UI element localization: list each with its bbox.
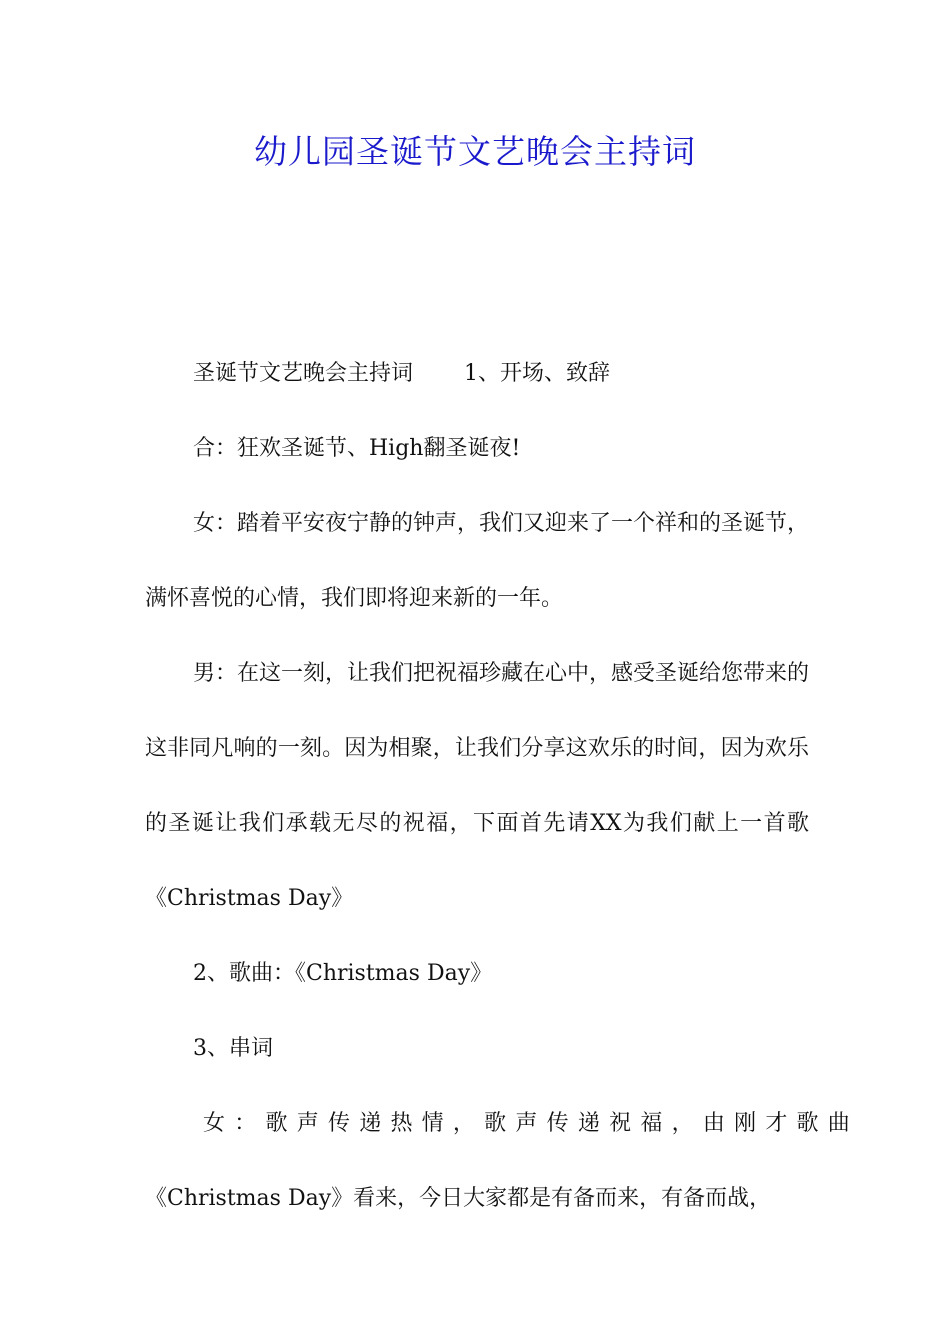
document-body <box>145 336 860 1236</box>
paragraph-female-2: 女：歌声传递热情，歌声传递祝福，由刚才歌曲 <box>203 1111 860 1136</box>
paragraph-male-1: 男：在这一刻，让我们把祝福珍藏在心中，感受圣诞给您带来的这非同凡响的一刻。因为相聚，让我们分享这欢乐的时间，因为欢乐的圣诞让我们承载无尽的祝福，下面首先请XX为我们献上一首歌《Christmas Day》 <box>145 661 810 911</box>
paragraph-opening-heading: 圣诞节文艺晚会主持词 1、开场、致辞 <box>193 361 610 386</box>
paragraph-interlude-heading: 3、串词 <box>193 1036 273 1061</box>
paragraph-together: 合：狂欢圣诞节、High翻圣诞夜! <box>193 436 521 461</box>
paragraph-female-1: 女：踏着平安夜宁静的钟声，我们又迎来了一个祥和的圣诞节，满怀喜悦的心情，我们即将迎来新的一年。 <box>145 511 810 611</box>
paragraph-song-heading: 2、歌曲：《Christmas Day》 <box>193 961 493 986</box>
paragraph-female-2-continued: 《Christmas Day》看来，今日大家都是有备而来，有备而战， <box>145 1186 772 1211</box>
document-title: 幼儿园圣诞节文艺晚会主持词 <box>254 132 696 171</box>
